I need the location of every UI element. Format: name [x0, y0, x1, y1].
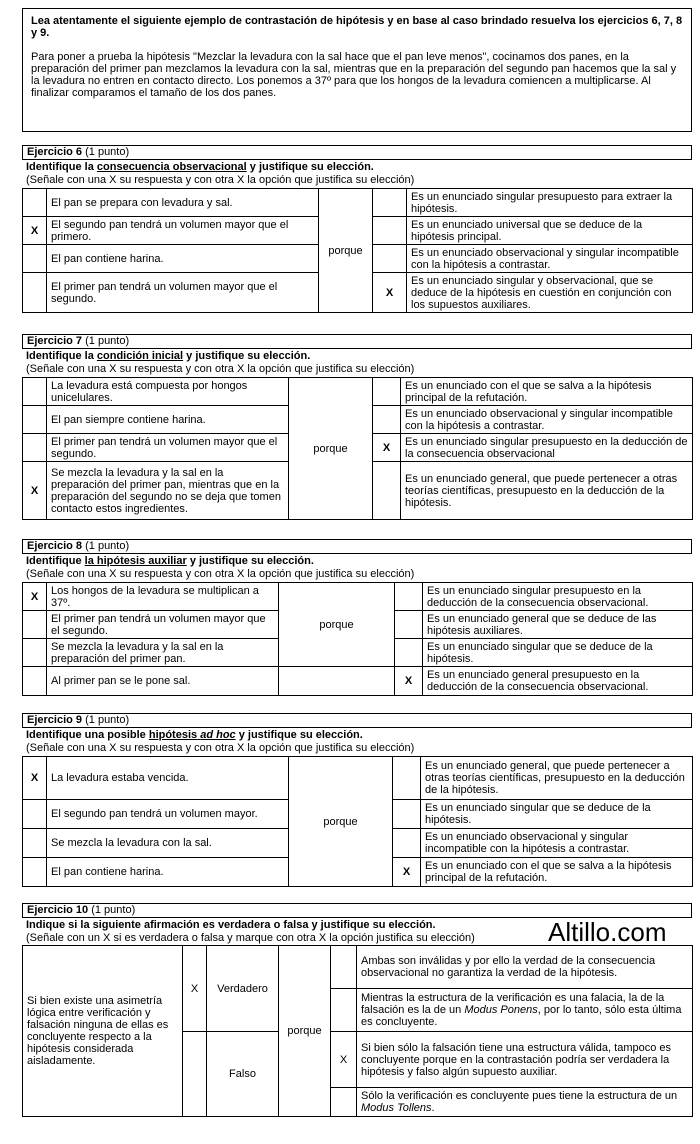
exercise-7-instruction [26, 350, 310, 362]
exercise-points: (1 punto) [91, 904, 136, 916]
statement-cell: Si bien existe una asimetría lógica entre verificación y falsación ninguna de ellas es concluyente respecto a la hipótesis considerada aisladamente. [23, 946, 183, 1117]
justification-mark[interactable] [373, 189, 407, 217]
answer-mark[interactable] [23, 858, 47, 887]
answer-mark[interactable]: X [23, 757, 47, 800]
intro-box [22, 8, 692, 132]
answer-option: El primer pan tendrá un volumen mayor que el segundo. [47, 434, 289, 462]
instruction-keyword-italic: ad hoc [200, 729, 236, 741]
justification-mark[interactable] [331, 1088, 357, 1117]
false-label: Falso [207, 1032, 279, 1117]
answer-mark[interactable] [23, 189, 47, 217]
justification-text: . [431, 1102, 435, 1114]
justification-option: Es un enunciado singular presupuesto en la deducción de la consecuencia observacional. [423, 583, 693, 611]
justification-option: Es un enunciado singular que se deduce de la hipótesis. [423, 639, 693, 667]
justification-mark[interactable]: X [373, 434, 401, 462]
justification-text: Sólo la verificación es concluyente pues tiene la estructura de un [361, 1090, 678, 1102]
exercise-6-title [22, 145, 692, 160]
intro-text: Para poner a prueba la hipótesis "Mezclar la levadura con la sal hace que el pan leve menos", cocinamos dos panes, en la preparación del primer pan mezclamos la levadura con la sal, mientras que en la preparación del segundo pan hacemos que la sal y la levadura no entren en contacto directo. Los ponemos a 37º para que los hongos de la levadura comiencen a multiplicarse. Al finalizar comparamos el tamaño de los dos panes. [31, 51, 677, 99]
answer-option: Se mezcla la levadura y la sal en la preparación del primer pan, mientras que en la preparación del segundo no se deja que tomen contacto estos ingredientes. [47, 462, 289, 520]
justification-italic: Modus Ponens [464, 1004, 538, 1016]
exercise-10-note: (Señale con un X si es verdadera o falsa y marque con otra X la opción justifica su elección) [26, 932, 475, 944]
justification-option: Es un enunciado universal que se deduce de la hipótesis principal. [407, 217, 693, 245]
answer-option: El segundo pan tendrá un volumen mayor que el primero. [47, 217, 319, 245]
justification-mark[interactable] [393, 757, 421, 800]
exercise-8-table [22, 582, 693, 696]
empty-cell [279, 667, 395, 696]
instruction-text: Identifique la [26, 350, 94, 362]
justification-option: Es un enunciado observacional y singular incompatible con la hipótesis a contrastar. [401, 406, 693, 434]
instruction-text: Identifique la [26, 161, 94, 173]
exercise-9-note: (Señale con una X su respuesta y con otra X la opción que justifica su elección) [26, 742, 415, 754]
answer-option: El pan siempre contiene harina. [47, 406, 289, 434]
answer-option: El pan se prepara con levadura y sal. [47, 189, 319, 217]
exercise-title: Ejercicio 10 [27, 904, 89, 916]
exercise-points: (1 punto) [85, 146, 130, 158]
answer-mark[interactable] [23, 434, 47, 462]
answer-option: El pan contiene harina. [47, 245, 319, 273]
false-mark[interactable] [183, 1032, 207, 1117]
exercise-points: (1 punto) [85, 714, 130, 726]
justification-mark[interactable] [373, 245, 407, 273]
answer-option: El primer pan tendrá un volumen mayor que el segundo. [47, 611, 279, 639]
intro-heading: Lea atentamente el siguiente ejemplo de contrastación de hipótesis y en base al caso brindado resuelva los ejercicios 6, 7, 8 y 9. [31, 15, 683, 39]
justification-mark[interactable]: X [393, 858, 421, 887]
altillo-watermark: Altillo.com [548, 917, 667, 947]
exercise-6-note: (Señale con una X su respuesta y con otra X la opción que justifica su elección) [26, 174, 415, 186]
answer-option: Se mezcla la levadura con la sal. [47, 829, 289, 858]
answer-mark[interactable]: X [23, 583, 47, 611]
instruction-text: y justifique su elección. [238, 729, 363, 741]
porque-label: porque [279, 583, 395, 667]
exercise-title: Ejercicio 7 [27, 335, 83, 347]
answer-mark[interactable] [23, 245, 47, 273]
table-row [23, 667, 693, 696]
exercise-7-table [22, 377, 693, 520]
table-row [23, 189, 693, 217]
answer-option: La levadura está compuesta por hongos unicelulares. [47, 378, 289, 406]
exercise-6-table [22, 188, 693, 313]
porque-label: porque [289, 757, 393, 887]
answer-option: Se mezcla la levadura y la sal en la preparación del primer pan. [47, 639, 279, 667]
justification-option: Es un enunciado observacional y singular incompatible con la hipótesis a contrastar. [407, 245, 693, 273]
justification-option: Ambas son inválidas y por ello la verdad de la consecuencia observacional no garantiza la verdad de la hipótesis. [357, 946, 693, 989]
answer-mark[interactable] [23, 406, 47, 434]
answer-mark[interactable] [23, 273, 47, 313]
exercise-points: (1 punto) [85, 335, 130, 347]
justification-option: Es un enunciado con el que se salva a la hipótesis principal de la refutación. [401, 378, 693, 406]
answer-option: La levadura estaba vencida. [47, 757, 289, 800]
instruction-keyword [149, 729, 236, 741]
justification-mark[interactable] [393, 800, 421, 829]
justification-option: Es un enunciado singular presupuesto en la deducción de la consecuencia observacional [401, 434, 693, 462]
justification-option: Es un enunciado general presupuesto en la deducción de la consecuencia observacional. [423, 667, 693, 696]
porque-label: porque [319, 189, 373, 313]
justification-mark[interactable]: X [373, 273, 407, 313]
instruction-text: Identifique una posible [26, 729, 146, 741]
justification-option: Es un enunciado con el que se salva a la hipótesis principal de la refutación. [421, 858, 693, 887]
justification-mark[interactable] [373, 378, 401, 406]
justification-mark[interactable] [373, 217, 407, 245]
answer-mark[interactable] [23, 611, 47, 639]
exercise-7-title [22, 334, 692, 349]
justification-option [357, 989, 693, 1032]
exercise-9-table [22, 756, 693, 887]
exercise-9-instruction [26, 729, 363, 741]
answer-option: Al primer pan se le pone sal. [47, 667, 279, 696]
justification-option: Es un enunciado general que se deduce de las hipótesis auxiliares. [423, 611, 693, 639]
justification-mark[interactable] [373, 406, 401, 434]
justification-text: Mientras la estructura de la verificación es una falacia, la de la falsación es la de un [361, 992, 665, 1016]
answer-mark[interactable] [23, 667, 47, 696]
answer-option: El segundo pan tendrá un volumen mayor. [47, 800, 289, 829]
answer-option: El primer pan tendrá un volumen mayor que el segundo. [47, 273, 319, 313]
exercise-points: (1 punto) [85, 540, 130, 552]
answer-option: Los hongos de la levadura se multiplican a 37º. [47, 583, 279, 611]
justification-mark[interactable] [393, 829, 421, 858]
table-row [23, 378, 693, 406]
instruction-text: y justifique su elección. [189, 555, 314, 567]
exercise-6-instruction [26, 161, 374, 173]
instruction-keyword-part: hipótesis [148, 729, 198, 741]
true-label: Verdadero [207, 946, 279, 1032]
instruction-text: y justifique su elección. [186, 350, 311, 362]
justification-mark[interactable] [331, 946, 357, 989]
answer-mark[interactable]: X [23, 217, 47, 245]
instruction-keyword: condición inicial [96, 350, 184, 362]
exercise-title: Ejercicio 9 [27, 714, 83, 726]
exercise-8-title [22, 539, 692, 554]
exercise-10-table [22, 945, 693, 1117]
justification-text: , por lo tanto, sólo esta última es concluyente. [361, 1004, 682, 1028]
justification-option [357, 1088, 693, 1117]
justification-option: Es un enunciado general, que puede pertenecer a otras teorías científicas, presupuesto en la deducción de la hipótesis. [421, 757, 693, 800]
exercise-7-note: (Señale con una X su respuesta y con otra X la opción que justifica su elección) [26, 363, 415, 375]
justification-mark[interactable] [395, 611, 423, 639]
exercise-title: Ejercicio 8 [27, 540, 83, 552]
justification-italic: Modus Tollens [361, 1102, 432, 1114]
justification-mark[interactable] [331, 989, 357, 1032]
justification-option: Es un enunciado observacional y singular incompatible con la hipótesis a contrastar. [421, 829, 693, 858]
justification-mark[interactable]: X [331, 1032, 357, 1088]
table-row [23, 946, 693, 989]
justification-option: Es un enunciado singular presupuesto para extraer la hipótesis. [407, 189, 693, 217]
justification-option: Es un enunciado singular y observacional, que se deduce de la hipótesis en cuestión en conjunción con los supuestos auxiliares. [407, 273, 693, 313]
exercise-8-instruction [26, 555, 314, 567]
table-row [23, 757, 693, 800]
instruction-text: Identifique [26, 555, 82, 567]
justification-mark[interactable]: X [395, 667, 423, 696]
table-row [23, 583, 693, 611]
exercise-9-title [22, 713, 692, 728]
answer-mark[interactable]: X [23, 462, 47, 520]
answer-mark[interactable] [23, 639, 47, 667]
answer-mark[interactable] [23, 800, 47, 829]
true-mark[interactable]: X [183, 946, 207, 1032]
answer-mark[interactable] [23, 378, 47, 406]
answer-mark[interactable] [23, 829, 47, 858]
exercise-10-instruction: Indique si la siguiente afirmación es verdadera o falsa y justifique su elección. [26, 919, 436, 931]
answer-option: El pan contiene harina. [47, 858, 289, 887]
porque-label: porque [289, 378, 373, 520]
justification-option: Si bien sólo la falsación tiene una estructura válida, tampoco es concluyente porque en la contrastación podría ser verdadera la hipótesis y falso algún supuesto auxiliar. [357, 1032, 693, 1088]
instruction-keyword: consecuencia observacional [96, 161, 247, 173]
porque-label: porque [279, 946, 331, 1117]
instruction-keyword: la hipótesis auxiliar [84, 555, 187, 567]
justification-option: Es un enunciado singular que se deduce de la hipótesis. [421, 800, 693, 829]
exercise-8-note: (Señale con una X su respuesta y con otra X la opción que justifica su elección) [26, 568, 415, 580]
exercise-10-title [22, 903, 692, 918]
justification-mark[interactable] [395, 583, 423, 611]
exercise-title: Ejercicio 6 [27, 146, 83, 158]
justification-mark[interactable] [395, 639, 423, 667]
justification-mark[interactable] [373, 462, 401, 520]
justification-option: Es un enunciado general, que puede pertenecer a otras teorías científicas, presupuesto en la deducción de la hipótesis. [401, 462, 693, 520]
instruction-text: y justifique su elección. [249, 161, 374, 173]
